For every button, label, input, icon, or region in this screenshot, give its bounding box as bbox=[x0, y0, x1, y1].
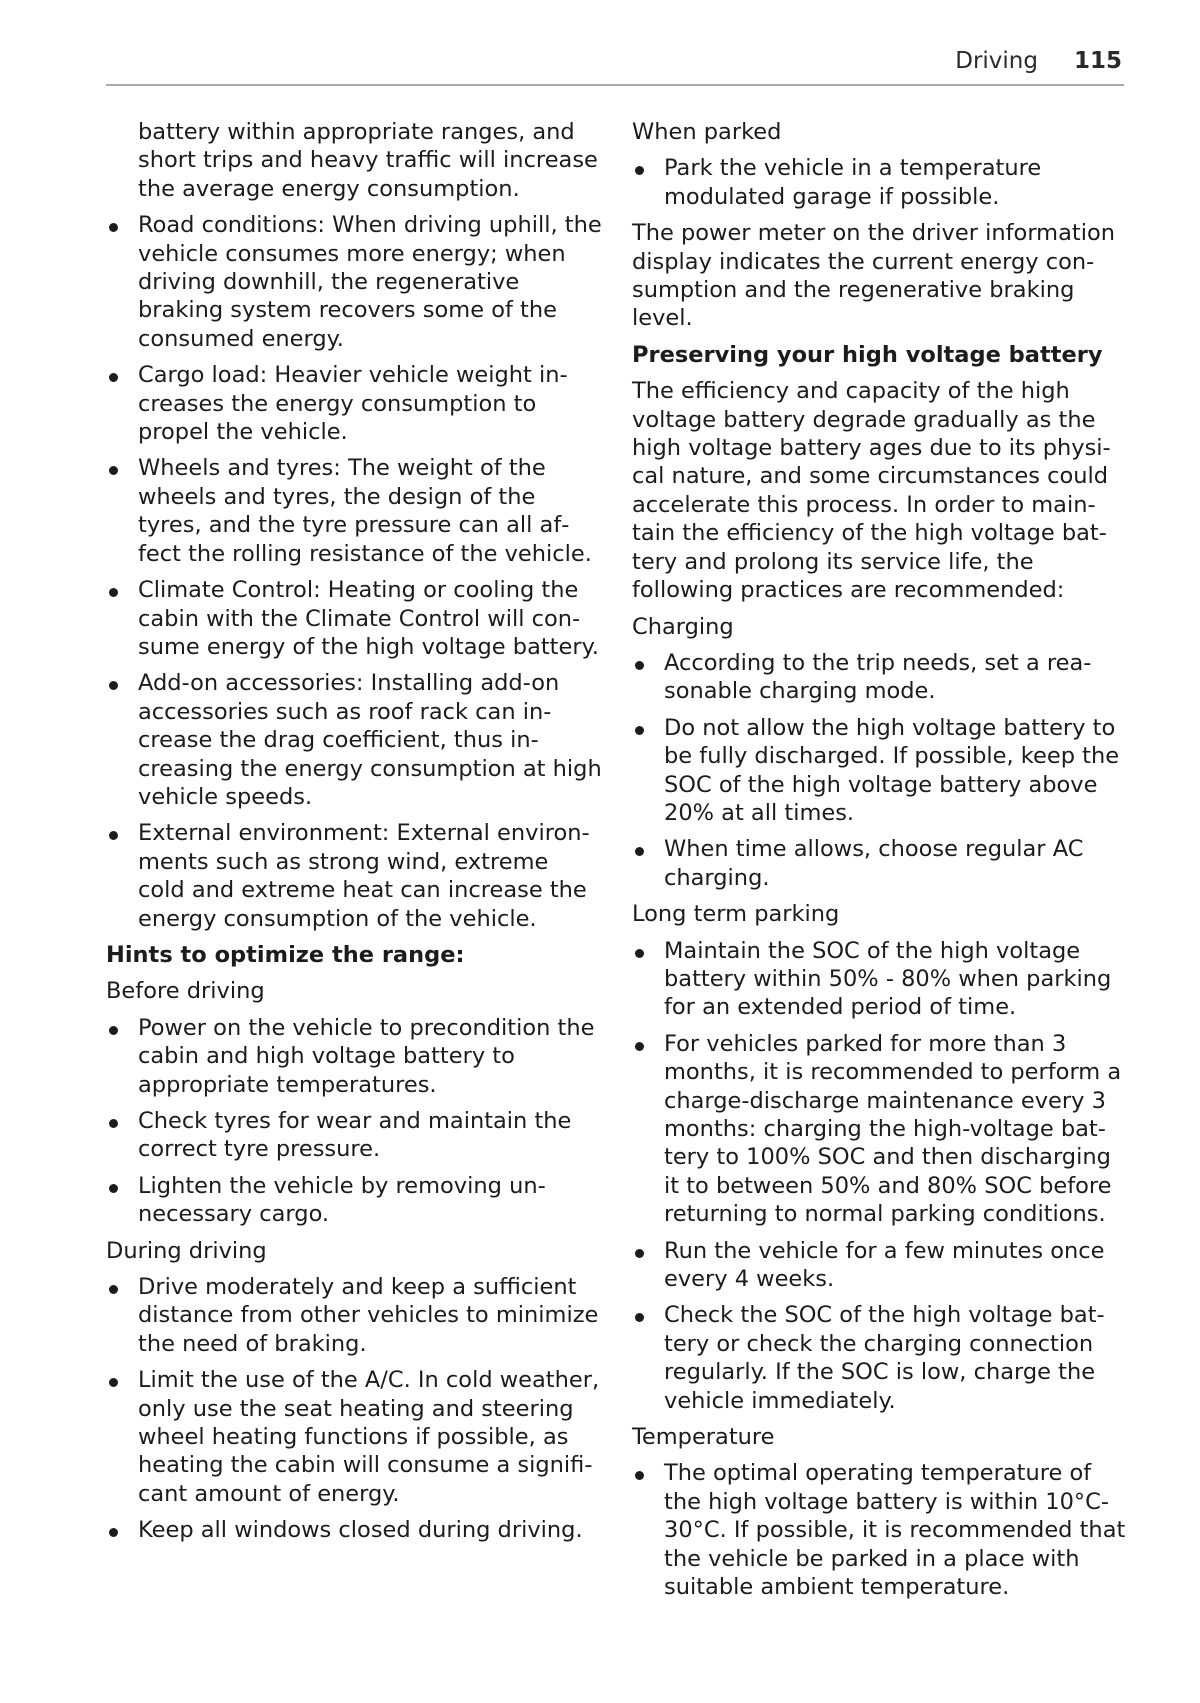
list-item: According to the trip needs, set a reasonable charging mode. bbox=[632, 649, 1128, 706]
left-column bbox=[106, 118, 602, 1553]
list-item: When time allows, choose regular AC charging. bbox=[632, 835, 1128, 892]
before-driving-label: Before driving bbox=[106, 978, 265, 1005]
long-term-parking-label: Long term parking bbox=[632, 901, 840, 928]
list-item: External environment: External environments such as strong wind, extreme cold and extreme heat can increase the energy consumption of the vehicle. bbox=[106, 819, 602, 933]
list-item: The optimal operating temperature of the high voltage battery is within 10°C-30°C. If possible, it is recommended that the vehicle be parked in a place with suitable ambient temperature. bbox=[632, 1459, 1128, 1601]
page-header bbox=[106, 44, 1124, 86]
list-item: Wheels and tyres: The weight of the wheels and tyres, the design of the tyres, and the tyre pressure can all affect the rolling resistance of the vehicle. bbox=[106, 454, 602, 568]
charging-list bbox=[632, 649, 1128, 892]
long-term-parking-list bbox=[632, 937, 1128, 1416]
when-parked-list bbox=[632, 154, 1128, 211]
list-item: Cargo load: Heavier vehicle weight increases the energy consumption to propel the vehicle. bbox=[106, 361, 602, 446]
list-item: Do not allow the high voltage battery to be fully discharged. If possible, keep the SOC of the high voltage battery above 20% at all times. bbox=[632, 714, 1128, 828]
before-driving-list bbox=[106, 1014, 602, 1229]
preserving-paragraph: The efficiency and capacity of the high voltage battery degrade gradually as the high voltage battery ages due to its physical nature, and some circumstances could accelerate this process. In order to maintain the efficiency of the high voltage battery and prolong its service life, the following practices are recommended: bbox=[632, 378, 1111, 604]
preserving-heading: Preserving your high voltage battery bbox=[632, 341, 1103, 368]
temperature-label: Temperature bbox=[632, 1424, 775, 1451]
list-item: Check tyres for wear and maintain the correct tyre pressure. bbox=[106, 1107, 602, 1164]
list-item: Maintain the SOC of the high voltage battery within 50% - 80% when parking for an extended period of time. bbox=[632, 937, 1128, 1022]
list-item: Limit the use of the A/C. In cold weather, only use the seat heating and steering wheel heating functions if possible, as heating the cabin will consume a significant amount of energy. bbox=[106, 1366, 602, 1508]
right-column bbox=[632, 118, 1128, 1610]
list-item: Power on the vehicle to precondition the cabin and high voltage battery to appropriate temperatures. bbox=[106, 1014, 602, 1099]
temperature-list bbox=[632, 1459, 1128, 1601]
list-item: Drive moderately and keep a sufficient distance from other vehicles to minimize the need of braking. bbox=[106, 1273, 602, 1358]
list-item: Keep all windows closed during driving. bbox=[106, 1516, 602, 1544]
continued-paragraph: battery within appropriate ranges, and short trips and heavy traffic will increase the average energy consumption. bbox=[138, 119, 598, 202]
page-number: 115 bbox=[1073, 48, 1122, 74]
list-item: Park the vehicle in a temperature modulated garage if possible. bbox=[632, 154, 1128, 211]
during-driving-label: During driving bbox=[106, 1237, 267, 1264]
list-item: Road conditions: When driving uphill, the vehicle consumes more energy; when driving downhill, the regenerative braking system recovers some of the consumed energy. bbox=[106, 211, 602, 353]
list-item: Add-on accessories: Installing add-on accessories such as roof rack can increase the drag coefficient, thus increasing the energy consumption at high vehicle speeds. bbox=[106, 669, 602, 811]
section-title: Driving bbox=[955, 48, 1038, 74]
list-item: Check the SOC of the high voltage battery or check the charging connection regularly. If the SOC is low, charge the vehicle immediately. bbox=[632, 1301, 1128, 1415]
list-item: Run the vehicle for a few minutes once every 4 weeks. bbox=[632, 1237, 1128, 1294]
consumption-factors-list bbox=[106, 211, 602, 933]
charging-label: Charging bbox=[632, 613, 734, 640]
when-parked-label: When parked bbox=[632, 119, 782, 145]
list-item: Lighten the vehicle by removing unnecessary cargo. bbox=[106, 1172, 602, 1229]
hints-heading: Hints to optimize the range: bbox=[106, 941, 465, 968]
power-meter-paragraph: The power meter on the driver information display indicates the current energy consumption and the regenerative braking level. bbox=[632, 220, 1115, 332]
list-item: Climate Control: Heating or cooling the cabin with the Climate Control will consume energy of the high voltage battery. bbox=[106, 576, 602, 661]
during-driving-list bbox=[106, 1273, 602, 1545]
list-item: For vehicles parked for more than 3 months, it is recommended to perform a charge-discharge maintenance every 3 months: charging the high-voltage battery to 100% SOC and then discharging it to between 50% and 80% SOC before returning to normal parking conditions. bbox=[632, 1030, 1128, 1229]
